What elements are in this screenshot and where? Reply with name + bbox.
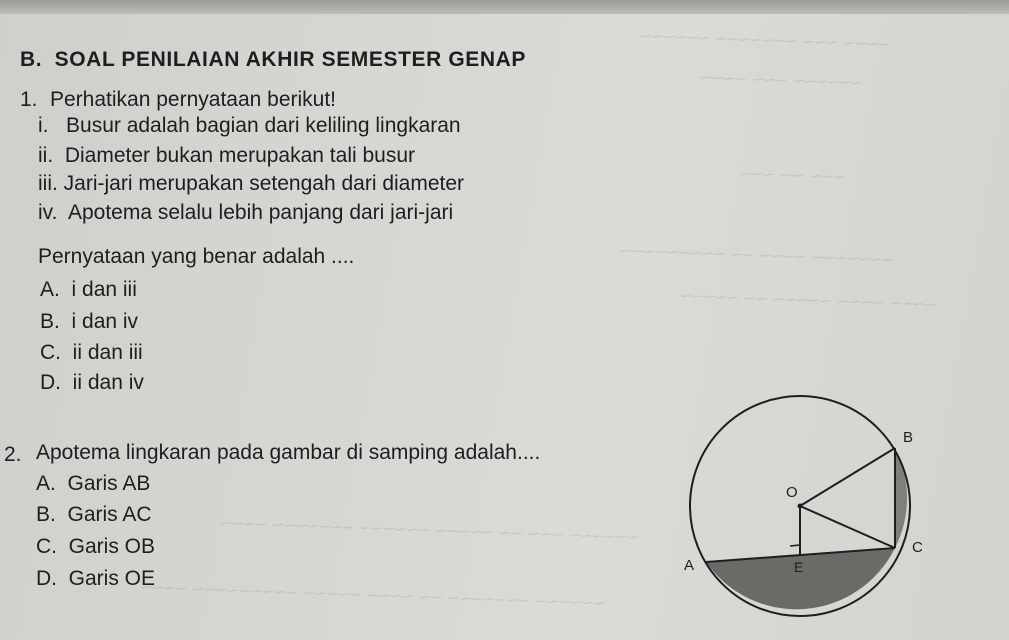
question-1-option-a: A. i dan iii: [40, 278, 137, 301]
bleed-through-text: ~~~~~~ ~~~ ~~ ~~~~~ ~~~~~~ ~~~~~~~ ~~~~: [219, 512, 640, 550]
bleed-through-text: ~~~ ~~ ~~~: [739, 163, 845, 189]
question-1-number: 1.: [20, 88, 38, 111]
right-angle-marker: [790, 545, 800, 555]
question-2-text: Apotema lingkaran pada gambar di samping adalah....: [36, 441, 541, 464]
question-2-option-c: C. Garis OB: [36, 535, 156, 558]
bleed-through-text: ~~~~~~ ~~~ ~~~~: [699, 67, 864, 95]
question-1-option-c: C. ii dan iii: [40, 341, 143, 364]
radius-oc: [800, 506, 895, 548]
bleed-through-text: ~~~~~~ ~~~~~~~ ~~ ~~~~ ~~~~~ ~~~~~~~~~ ~~~~: [139, 576, 606, 616]
radius-ob: [800, 448, 895, 506]
question-1-text: Pernyataan yang benar adalah ....: [38, 245, 355, 268]
section-heading: [20, 48, 526, 72]
label-e: E: [794, 559, 804, 575]
question-1-option-b: B. i dan iv: [40, 310, 139, 333]
question-2-option-d: D. Garis OE: [36, 567, 156, 590]
question-2-option-b: B. Garis AC: [36, 503, 152, 526]
label-o: O: [786, 484, 798, 501]
statement-iii: iii. Jari-jari merupakan setengah dari diameter: [38, 172, 465, 195]
question-1-prompt: Perhatikan pernyataan berikut!: [50, 88, 337, 111]
bleed-through-text: ~~~~ ~~~ ~~~~~~~ ~~~~~~: [639, 25, 891, 57]
label-b: B: [903, 429, 914, 446]
question-2-number: 2.: [4, 443, 22, 466]
section-marker: B.: [20, 48, 43, 71]
label-c: C: [912, 539, 923, 556]
page-top-edge: [0, 0, 1009, 14]
label-a: A: [684, 557, 695, 574]
statement-i: i. Busur adalah bagian dari keliling lingkaran: [38, 114, 461, 137]
statement-ii: ii. Diameter bukan merupakan tali busur: [38, 144, 416, 167]
question-1-option-d: D. ii dan iv: [40, 371, 144, 394]
shaded-segment-ac: [706, 548, 895, 609]
statement-iv: iv. Apotema selalu lebih panjang dari jari-jari: [38, 201, 454, 224]
center-point: [798, 504, 803, 509]
question-2-option-a: A. Garis AB: [36, 472, 151, 495]
section-title: SOAL PENILAIAN AKHIR SEMESTER GENAP: [54, 48, 527, 71]
bleed-through-text: ~~~~~~~ ~~~~ ~~ ~~~~~~~~~: [619, 240, 894, 272]
bleed-through-text: ~~~~ ~~~~ ~~~~~ ~~ ~~~~~: [679, 285, 937, 317]
circle-figure: [650, 385, 970, 620]
